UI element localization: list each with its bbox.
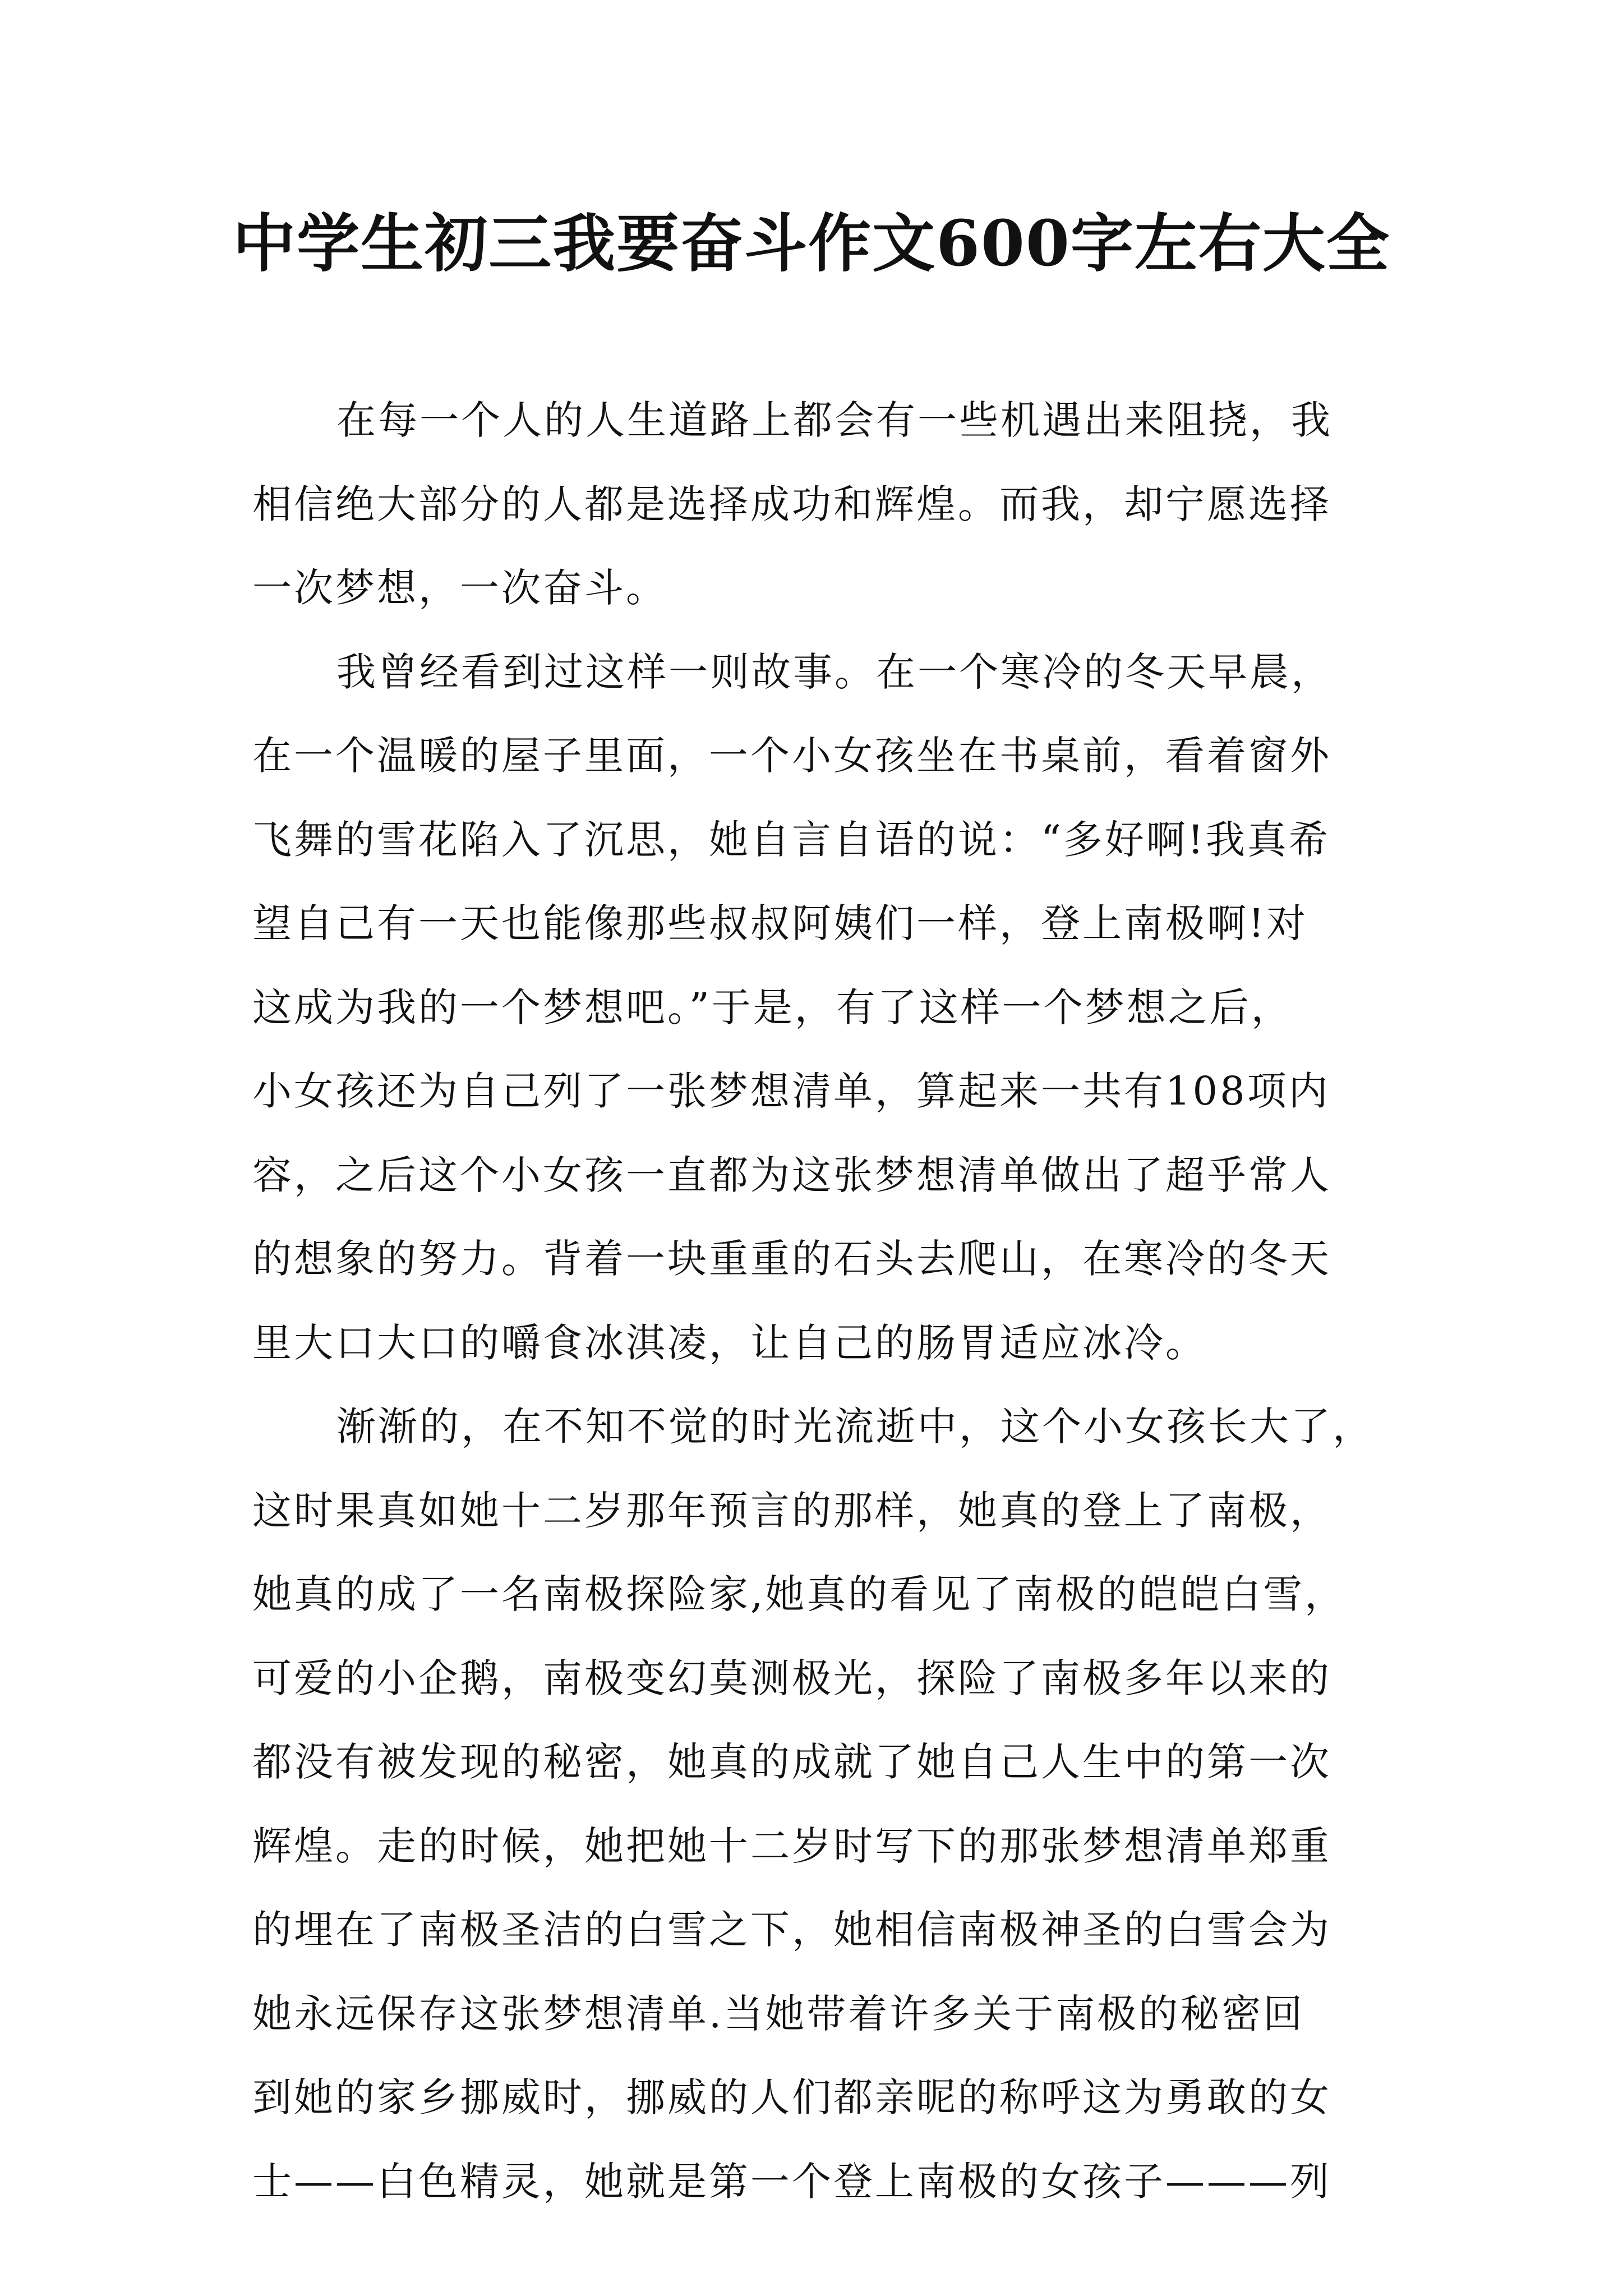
text-line: 的想象的努力。背着一块重重的石头去爬山，在寒冷的冬天 [252, 1236, 1331, 1282]
text-line: 这成为我的一个梦想吧。”于是，有了这样一个梦想之后， [252, 984, 1293, 1030]
text-line: 她真的成了一名南极探险家,她真的看见了南极的皑皑白雪， [252, 1571, 1347, 1617]
text-line: 飞舞的雪花陷入了沉思，她自言自语的说：“多好啊!我真希 [252, 816, 1330, 863]
document-title: 中学生初三我要奋斗作文600字左右大全 [233, 207, 1390, 280]
text-line: 一次梦想，一次奋斗。 [252, 565, 667, 611]
text-line: 可爱的小企鹅，南极变幻莫测极光，探险了南极多年以来的 [252, 1655, 1331, 1701]
paragraph-1 [252, 379, 1380, 631]
text-line: 这时果真如她十二岁那年预言的那样，她真的登上了南极， [252, 1487, 1331, 1534]
text-line: 在每一个人的人生道路上都会有一些机遇出来阻挠，我 [336, 397, 1332, 443]
text-line: 士——白色精灵，她就是第一个登上南极的女孩子———列 [252, 2158, 1331, 2205]
text-line: 渐渐的，在不知不觉的时光流逝中，这个小女孩长大了， [336, 1404, 1374, 1450]
text-line: 都没有被发现的秘密，她真的成就了她自己人生中的第一次 [252, 1739, 1331, 1785]
text-line: 她永远保存这张梦想清单.当她带着许多关于南极的秘密回 [252, 1990, 1305, 2037]
text-line: 在一个温暖的屋子里面，一个小女孩坐在书桌前，看着窗外 [252, 733, 1331, 779]
text-line: 我曾经看到过这样一则故事。在一个寒冷的冬天早晨， [336, 648, 1332, 695]
text-line: 望自己有一天也能像那些叔叔阿姨们一样，登上南极啊!对 [252, 900, 1308, 946]
text-line: 辉煌。走的时候，她把她十二岁时写下的那张梦想清单郑重 [252, 1823, 1331, 1869]
text-line: 相信绝大部分的人都是选择成功和辉煌。而我，却宁愿选择 [252, 481, 1331, 527]
text-line: 容，之后这个小女孩一直都为这张梦想清单做出了超乎常人 [252, 1152, 1331, 1198]
paragraph-3 [252, 1385, 1380, 2224]
paragraph-2 [252, 631, 1380, 1386]
document-body [252, 379, 1380, 2224]
text-line: 到她的家乡挪威时，挪威的人们都亲昵的称呼这为勇敢的女 [252, 2074, 1331, 2120]
text-line: 里大口大口的嚼食冰淇凌，让自己的肠胃适应冰冷。 [252, 1319, 1207, 1366]
text-line: 小女孩还为自己列了一张梦想清单，算起来一共有108项内 [252, 1068, 1330, 1114]
text-line: 的埋在了南极圣洁的白雪之下，她相信南极神圣的白雪会为 [252, 1907, 1331, 1953]
